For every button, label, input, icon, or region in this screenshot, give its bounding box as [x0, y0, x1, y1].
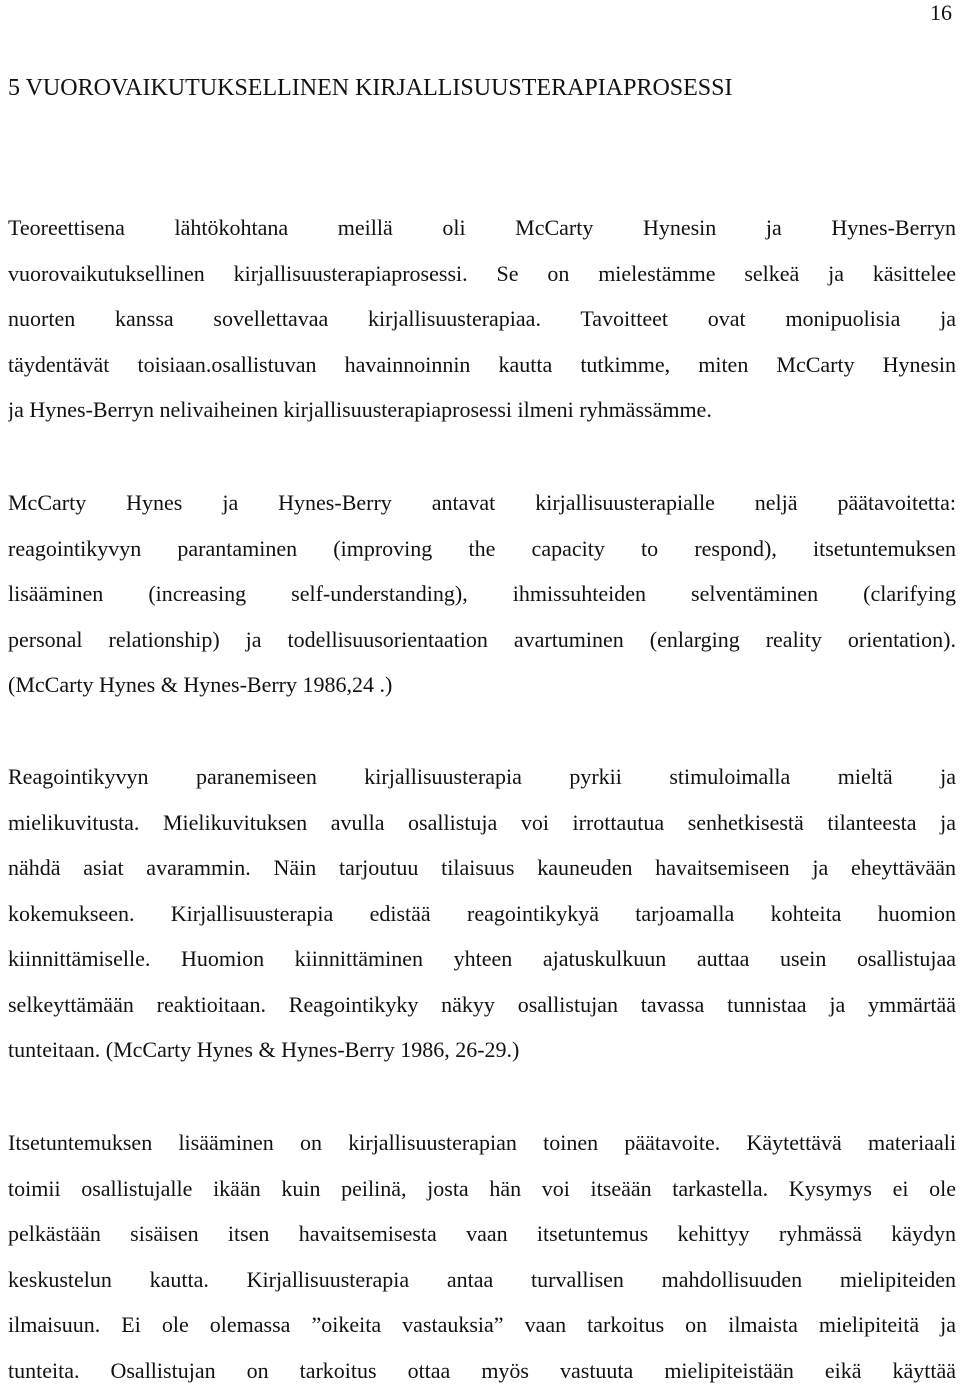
paragraph-line: McCarty Hynes ja Hynes-Berry antavat kirjallisuusterapialle neljä päätavoitetta:: [8, 480, 956, 526]
paragraph-line: (McCarty Hynes & Hynes-Berry 1986,24 .): [8, 662, 956, 708]
paragraph-line: toimii osallistujalle ikään kuin peilinä, josta hän voi itseään tarkastella. Kysymys ei ole: [8, 1166, 956, 1212]
paragraph-line: Reagointikyvyn paranemiseen kirjallisuusterapia pyrkii stimuloimalla mieltä ja: [8, 754, 956, 800]
paragraph-line: vuorovaikutuksellinen kirjallisuusterapiaprosessi. Se on mielestämme selkeä ja käsittelee: [8, 251, 956, 297]
paragraph-line: kiinnittämiselle. Huomion kiinnittäminen yhteen ajatuskulkuun auttaa usein osallistujaa: [8, 936, 956, 982]
paragraph-3: [8, 754, 956, 1073]
paragraph-line: keskustelun kautta. Kirjallisuusterapia antaa turvallisen mahdollisuuden mielipiteiden: [8, 1257, 956, 1303]
paragraph-line: ja Hynes-Berryn nelivaiheinen kirjallisuusterapiaprosessi ilmeni ryhmässämme.: [8, 387, 956, 433]
paragraph-line: lisääminen (increasing self-understanding), ihmissuhteiden selventäminen (clarifying: [8, 571, 956, 617]
paragraph-line: ilmaisuun. Ei ole olemassa ”oikeita vastauksia” vaan tarkoitus on ilmaista mielipiteitä ja: [8, 1302, 956, 1348]
paragraph-line: täydentävät toisiaan.osallistuvan havainnoinnin kautta tutkimme, miten McCarty Hynesin: [8, 342, 956, 388]
paragraph-line: tunteita. Osallistujan on tarkoitus ottaa myös vastuuta mielipiteistään eikä käyttää: [8, 1348, 956, 1393]
paragraph-line: nuorten kanssa sovellettavaa kirjallisuusterapiaa. Tavoitteet ovat monipuolisia ja: [8, 296, 956, 342]
paragraph-1: [8, 205, 956, 433]
paragraph-line: selkeyttämään reaktioitaan. Reagointikyky näkyy osallistujan tavassa tunnistaa ja ymmärtää: [8, 982, 956, 1028]
paragraph-line: reagointikyvyn parantaminen (improving the capacity to respond), itsetuntemuksen: [8, 526, 956, 572]
paragraph-line: mielikuvitusta. Mielikuvituksen avulla osallistuja voi irrottautua senhetkisestä tilanteesta ja: [8, 800, 956, 846]
page-number: 16: [930, 1, 952, 25]
paragraph-line: Itsetuntemuksen lisääminen on kirjallisuusterapian toinen päätavoite. Käytettävä materiaali: [8, 1120, 956, 1166]
paragraph-line: Teoreettisena lähtökohtana meillä oli McCarty Hynesin ja Hynes-Berryn: [8, 205, 956, 251]
paragraph-line: personal relationship) ja todellisuusorientaation avartuminen (enlarging reality orientation).: [8, 617, 956, 663]
chapter-heading: 5 VUOROVAIKUTUKSELLINEN KIRJALLISUUSTERAPIAPROSESSI: [8, 70, 733, 106]
paragraph-line: pelkästään sisäisen itsen havaitsemisesta vaan itsetuntemus kehittyy ryhmässä käydyn: [8, 1211, 956, 1257]
paragraph-line: tunteitaan. (McCarty Hynes & Hynes-Berry 1986, 26-29.): [8, 1027, 956, 1073]
paragraph-4: [8, 1120, 956, 1393]
paragraph-line: nähdä asiat avarammin. Näin tarjoutuu tilaisuus kauneuden havaitsemiseen ja eheyttävään: [8, 845, 956, 891]
paragraph-line: kokemukseen. Kirjallisuusterapia edistää reagointikykyä tarjoamalla kohteita huomion: [8, 891, 956, 937]
paragraph-2: [8, 480, 956, 708]
